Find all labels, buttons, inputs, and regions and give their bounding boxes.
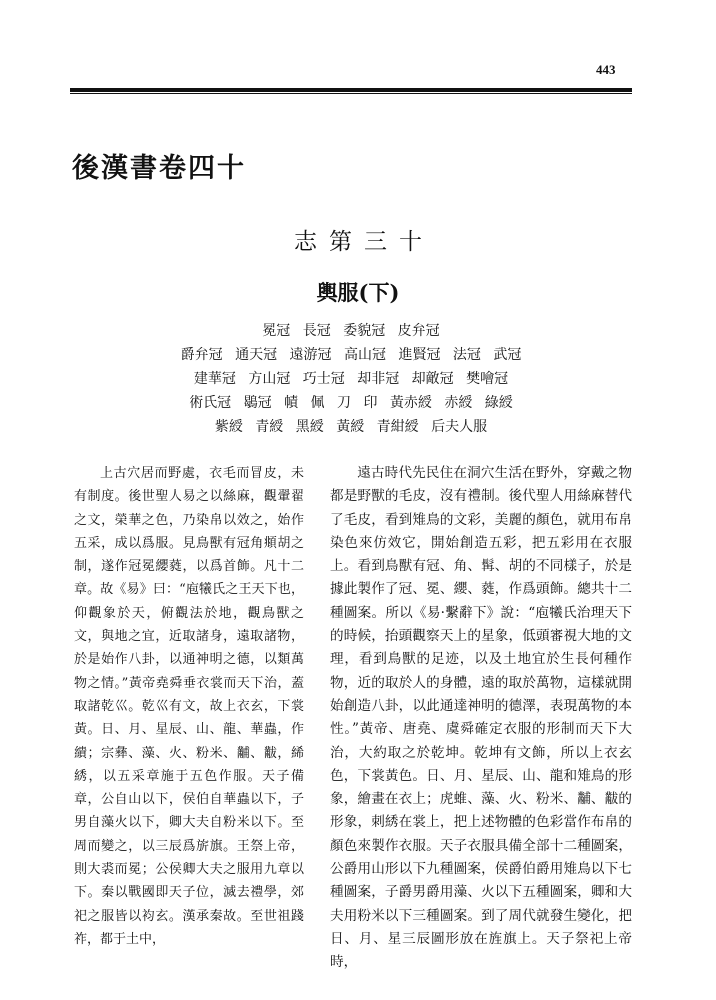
contents-line: 爵弁冠 通天冠 遠游冠 高山冠 進賢冠 法冠 武冠 bbox=[180, 347, 522, 363]
contents-list bbox=[70, 319, 632, 439]
header-rule bbox=[70, 88, 632, 94]
section-title: 輿服(下) bbox=[316, 280, 400, 305]
page-number: 443 bbox=[596, 62, 616, 77]
treatise-title: 志第三十 bbox=[294, 229, 434, 255]
contents-line: 術氏冠 鶡冠 幘 佩 刀 印 黃赤綬 赤綬 綠綬 bbox=[189, 395, 513, 411]
original-text-column bbox=[74, 462, 304, 950]
contents-line: 紫綬 青綬 黑綬 黃綬 青紺綬 后夫人服 bbox=[214, 419, 488, 435]
translation-column bbox=[330, 462, 632, 971]
contents-line: 建華冠 方山冠 巧士冠 却非冠 却敵冠 樊噲冠 bbox=[193, 371, 509, 387]
original-text-paragraph: 上古穴居而野處，衣毛而冒皮，未有制度。後世聖人易之以絲麻，觀翬翟之文，榮華之色，乃染帛以效之，始作五采，成以爲服。見鳥獸有冠角頫胡之制，遂作冠冕纓蕤，以爲首飾。凡十二章。故《易》曰：“庖犧氏之王天下也，仰觀象於天，俯觀法於地，觀鳥獸之文，與地之宜，近取諸身，遠取諸物，於是始作八卦，以通神明之德，以類萬物之情。”黃帝堯舜垂衣裳而天下治，蓋取諸乾巛。乾巛有文，故上衣玄，下裳黃。日、月、星辰、山、龍、華蟲，作繢；宗彝、藻、火、粉米、黼、黻，絺綉，以五采章施于五色作服。天子備章，公自山以下，侯伯自華蟲以下，子男自藻火以下，卿大夫自粉米以下。至周而變之，以三辰爲旂旗。王祭上帝，則大裘而冕；公侯卿大夫之服用九章以下。秦以戰國即天子位，滅去禮學，郊祀之服皆以袀玄。漢承秦故。至世祖踐祚，都于土中， bbox=[74, 466, 304, 947]
volume-title: 後漢書卷四十 bbox=[72, 153, 246, 184]
translation-paragraph: 遠古時代先民住在洞穴生活在野外，穿戴之物都是野獸的毛皮，沒有禮制。後代聖人用絲麻替代了毛皮，看到雉鳥的文彩，美麗的顏色，就用布帛染色來仿效它，開始創造五彩，把五彩用在衣服上。看到鳥獸有冠、角、髯、胡的不同樣子，於是據此製作了冠、冕、纓、蕤，作爲頭飾。總共十二種圖案。所以《易·繫辭下》說：“庖犧氏治理天下的時候，抬頭觀察天上的星象，低頭審視大地的文理，看到鳥獸的足迹，以及土地宜於生長何種作物，近的取於人的身體，遠的取於萬物，這樣就開始創造八卦，以此通達神明的德澤，表現萬物的本性。”黃帝、唐堯、虞舜確定衣服的形制而天下大治，大約取之於乾坤。乾坤有文飾，所以上衣玄色，下裳黃色。日、月、星辰、山、龍和雉鳥的形象，繪畫在衣上；虎蜼、藻、火、粉米、黼、黻的形象，刺綉在裳上，把上述物體的色彩當作布帛的顏色來製作衣服。天子衣服具備全部十二種圖案，公爵用山形以下九種圖案，侯爵伯爵用雉鳥以下七種圖案，子爵男爵用藻、火以下五種圖案，卿和大夫用粉米以下三種圖案。到了周代就發生變化，把日、月、星三辰圖形放在旌旗上。天子祭祀上帝時， bbox=[330, 465, 632, 971]
contents-line: 冕冠 長冠 委貌冠 皮弁冠 bbox=[262, 323, 440, 339]
